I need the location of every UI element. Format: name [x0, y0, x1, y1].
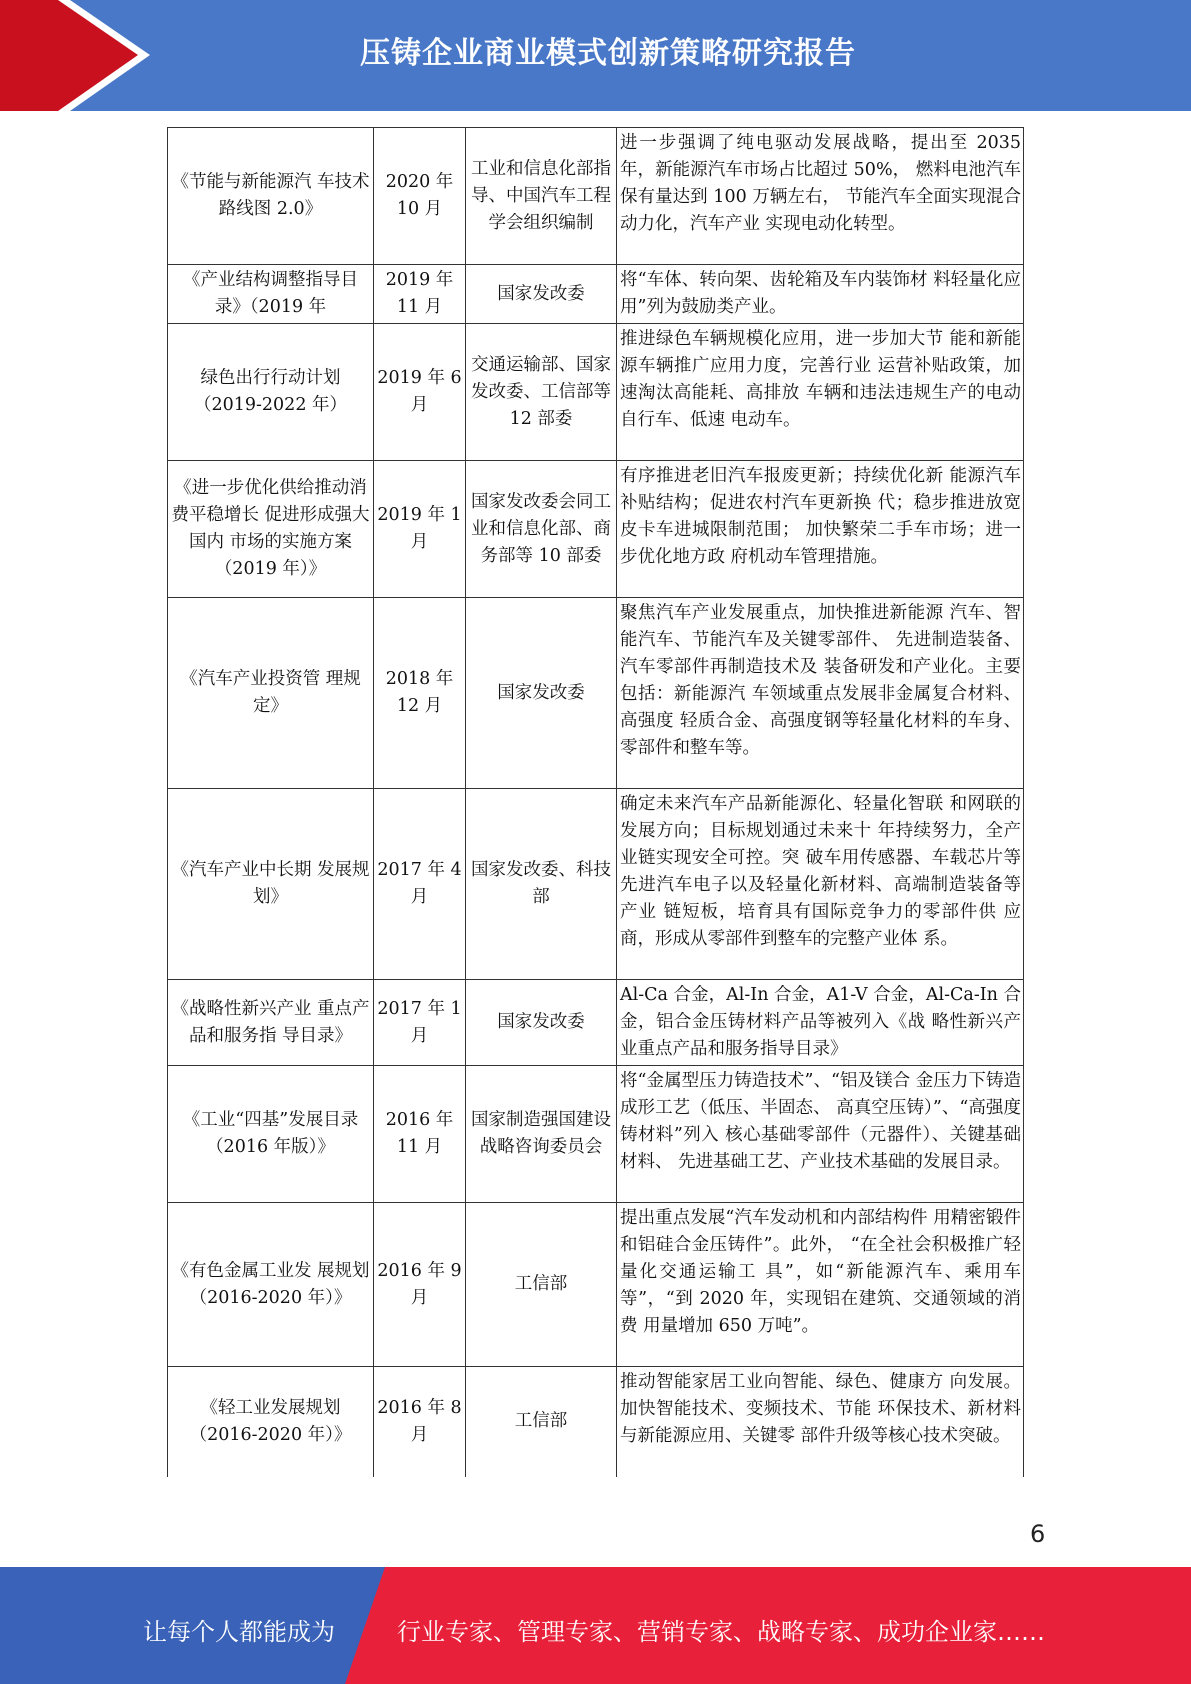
policy-department: 国家发改委	[466, 980, 617, 1066]
table-row	[168, 789, 1024, 980]
page-header	[0, 0, 1191, 111]
policy-department: 国家发改委、科技部	[466, 789, 617, 980]
table-row	[168, 1066, 1024, 1203]
policy-date: 2017 年 1 月	[374, 980, 466, 1066]
policy-content: 确定未来汽车产品新能源化、轻量化智联 和网联的发展方向；目标规划通过未来十 年持续努力，全产业链实现安全可控。突 破车用传感器、车载芯片等先进汽车电子以及轻量化新材料、高端制造装备等产业 链短板，培育具有国际竞争力的零部件供 应商，形成从零部件到整车的完整产业体 系。	[617, 789, 1024, 980]
policy-name: 《产业结构调整指导目录》（2019 年	[168, 265, 374, 324]
policy-date: 2016 年 9 月	[374, 1203, 466, 1367]
policy-department: 工业和信息化部指导、中国汽车工程学会组织编制	[466, 128, 617, 265]
policy-department: 工信部	[466, 1367, 617, 1477]
table-row	[168, 461, 1024, 598]
policy-content: 将“金属型压力铸造技术”、“铝及镁合 金压力下铸造成形工艺（低压、半固态、 高真空压铸）”、“高强度铸材料”列入 核心基础零部件（元器件）、关键基础材料、 先进基础工艺、产业技术基础的发展目录。	[617, 1066, 1024, 1203]
policy-table	[167, 127, 1024, 1477]
policy-date: 2019 年 6 月	[374, 324, 466, 461]
policy-name: 绿色出行行动计划 （2019-2022 年）	[168, 324, 374, 461]
policy-date: 2018 年 12 月	[374, 598, 466, 789]
policy-date: 2017 年 4 月	[374, 789, 466, 980]
policy-content: Al-Ca 合金，Al-In 合金，A1-V 合金，Al-Ca-In 合金，铝合金压铸材料产品等被列入《战 略性新兴产业重点产品和服务指导目录》	[617, 980, 1024, 1066]
footer-slogan-right: 行业专家、管理专家、营销专家、战略专家、成功企业家……	[397, 1618, 1045, 1646]
page-title: 压铸企业商业模式创新策略研究报告	[360, 36, 856, 71]
table-row	[168, 1367, 1024, 1477]
policy-department: 工信部	[466, 1203, 617, 1367]
policy-content: 进一步强调了纯电驱动发展战略，提出至 2035 年，新能源汽车市场占比超过 50%， 燃料电池汽车保有量达到 100 万辆左右， 节能汽车全面实现混合动力化，汽车产业 实现电动化转型。	[617, 128, 1024, 265]
table-row	[168, 265, 1024, 324]
table-row	[168, 324, 1024, 461]
policy-date: 2019 年 1 月	[374, 461, 466, 598]
policy-name: 《战略性新兴产业 重点产品和服务指 导目录》	[168, 980, 374, 1066]
page-number: 6	[1030, 1520, 1046, 1548]
policy-content: 推进绿色车辆规模化应用，进一步加大节 能和新能源车辆推广应用力度，完善行业 运营补贴政策，加速淘汰高能耗、高排放 车辆和违法违规生产的电动自行车、低速 电动车。	[617, 324, 1024, 461]
policy-content: 有序推进老旧汽车报废更新；持续优化新 能源汽车补贴结构；促进农村汽车更新换 代；稳步推进放宽皮卡车进城限制范围； 加快繁荣二手车市场；进一步优化地方政 府机动车管理措施。	[617, 461, 1024, 598]
footer-slogan-left: 让每个人都能成为	[143, 1618, 335, 1646]
table-row	[168, 128, 1024, 265]
policy-content: 聚焦汽车产业发展重点，加快推进新能源 汽车、智能汽车、节能汽车及关键零部件、 先进制造装备、汽车零部件再制造技术及 装备研发和产业化。主要包括：新能源汽 车领域重点发展非金属复合材料、高强度 轻质合金、高强度钢等轻量化材料的车身、 零部件和整车等。	[617, 598, 1024, 789]
policy-name: 《节能与新能源汽 车技术路线图 2.0》	[168, 128, 374, 265]
policy-date: 2016 年 11 月	[374, 1066, 466, 1203]
policy-department: 国家发改委	[466, 598, 617, 789]
policy-department: 国家发改委会同工业和信息化部、商务部等 10 部委	[466, 461, 617, 598]
policy-date: 2020 年 10 月	[374, 128, 466, 265]
policy-department: 交通运输部、国家发改委、工信部等 12 部委	[466, 324, 617, 461]
policy-date: 2019 年 11 月	[374, 265, 466, 324]
policy-department: 国家制造强国建设战略咨询委员会	[466, 1066, 617, 1203]
policy-name: 《工业“四基”发展目录（2016 年版）》	[168, 1066, 374, 1203]
policy-department: 国家发改委	[466, 265, 617, 324]
policy-name: 《进一步优化供给推动消费平稳增长 促进形成强大国内 市场的实施方案 （2019 年）》	[168, 461, 374, 598]
policy-date: 2016 年 8 月	[374, 1367, 466, 1477]
policy-name: 《汽车产业投资管 理规定》	[168, 598, 374, 789]
table-row	[168, 1203, 1024, 1367]
policy-content: 将“车体、转向架、齿轮箱及车内装饰材 料轻量化应用”列为鼓励类产业。	[617, 265, 1024, 324]
policy-name: 《汽车产业中长期 发展规划》	[168, 789, 374, 980]
policy-name: 《轻工业发展规划 （2016-2020 年）》	[168, 1367, 374, 1477]
policy-content: 提出重点发展“汽车发动机和内部结构件 用精密锻件和铝硅合金压铸件”。此外， “在全社会积极推广轻量化交通运输工 具”，如“新能源汽车、乘用车等”，“到 2020 年，实现铝在建筑、交通领域的消费 用量增加 650 万吨”。	[617, 1203, 1024, 1367]
table-row	[168, 980, 1024, 1066]
table-row	[168, 598, 1024, 789]
policy-content: 推动智能家居工业向智能、绿色、健康方 向发展。加快智能技术、变频技术、节能 环保技术、新材料与新能源应用、关键零 部件升级等核心技术突破。	[617, 1367, 1024, 1477]
header-arrow-decoration	[0, 0, 160, 111]
policy-name: 《有色金属工业发 展规划 （2016-2020 年）》	[168, 1203, 374, 1367]
